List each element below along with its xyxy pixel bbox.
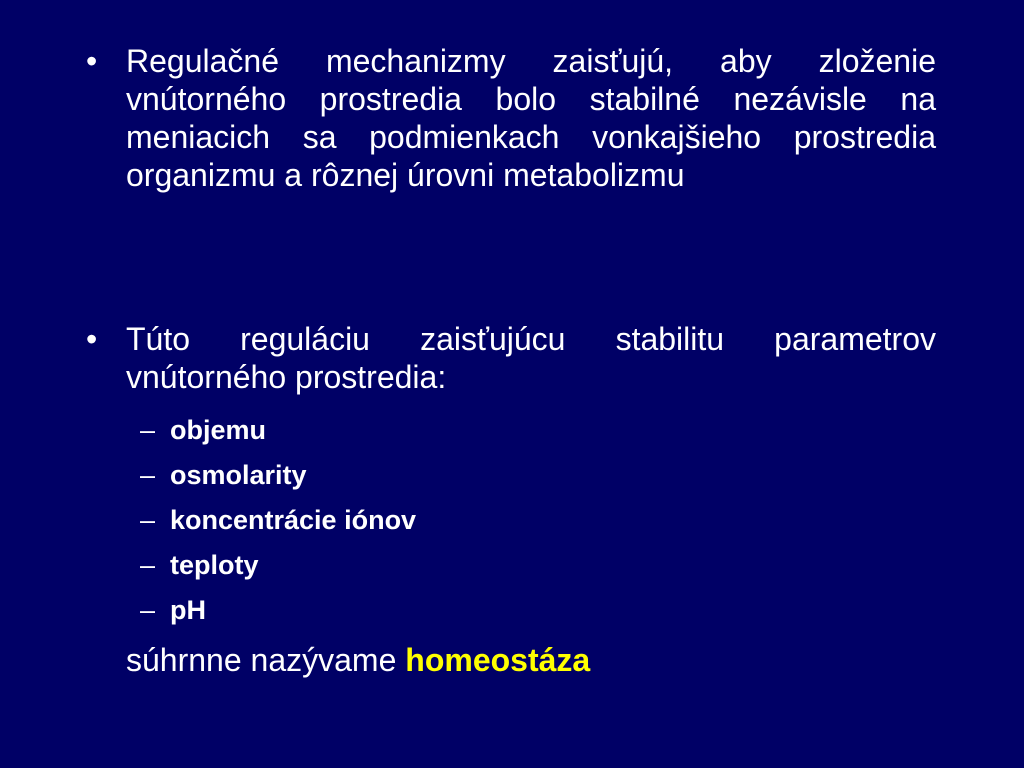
- list-item: [140, 543, 416, 588]
- list-item: [140, 498, 416, 543]
- dash-marker: –: [140, 505, 156, 535]
- list-item: [140, 408, 416, 453]
- bullet-text: Regulačné mechanizmy zaisťujú, aby zloženie vnútorného prostredia bolo stabilné nezávisle na meniacich sa podmienkach vonkajšieho prostredia organizmu a rôznej úrovni metabolizmu: [126, 43, 936, 193]
- list-item: [140, 453, 416, 498]
- dash-marker: –: [140, 460, 156, 490]
- parameter-label: pH: [170, 595, 206, 625]
- dash-marker: –: [140, 595, 156, 625]
- parameter-label: objemu: [170, 415, 267, 445]
- homeostasis-term: homeostáza: [405, 642, 591, 678]
- dash-marker: –: [140, 550, 156, 580]
- bullet-marker: •: [86, 321, 98, 357]
- bullet-text: Túto reguláciu zaisťujúcu stabilitu parametrov vnútorného prostredia:: [126, 321, 936, 395]
- summary-prefix: súhrnne nazývame: [126, 642, 406, 678]
- summary-line: [126, 640, 590, 680]
- bullet-item: [86, 320, 936, 396]
- parameter-label: koncentrácie iónov: [170, 505, 417, 535]
- dash-marker: –: [140, 415, 156, 445]
- parameter-label: osmolarity: [170, 460, 307, 490]
- bullet-item: [86, 42, 936, 194]
- bullet-marker: •: [86, 43, 98, 79]
- parameter-label: teploty: [170, 550, 259, 580]
- list-item: [140, 588, 416, 633]
- parameter-list: [140, 408, 416, 633]
